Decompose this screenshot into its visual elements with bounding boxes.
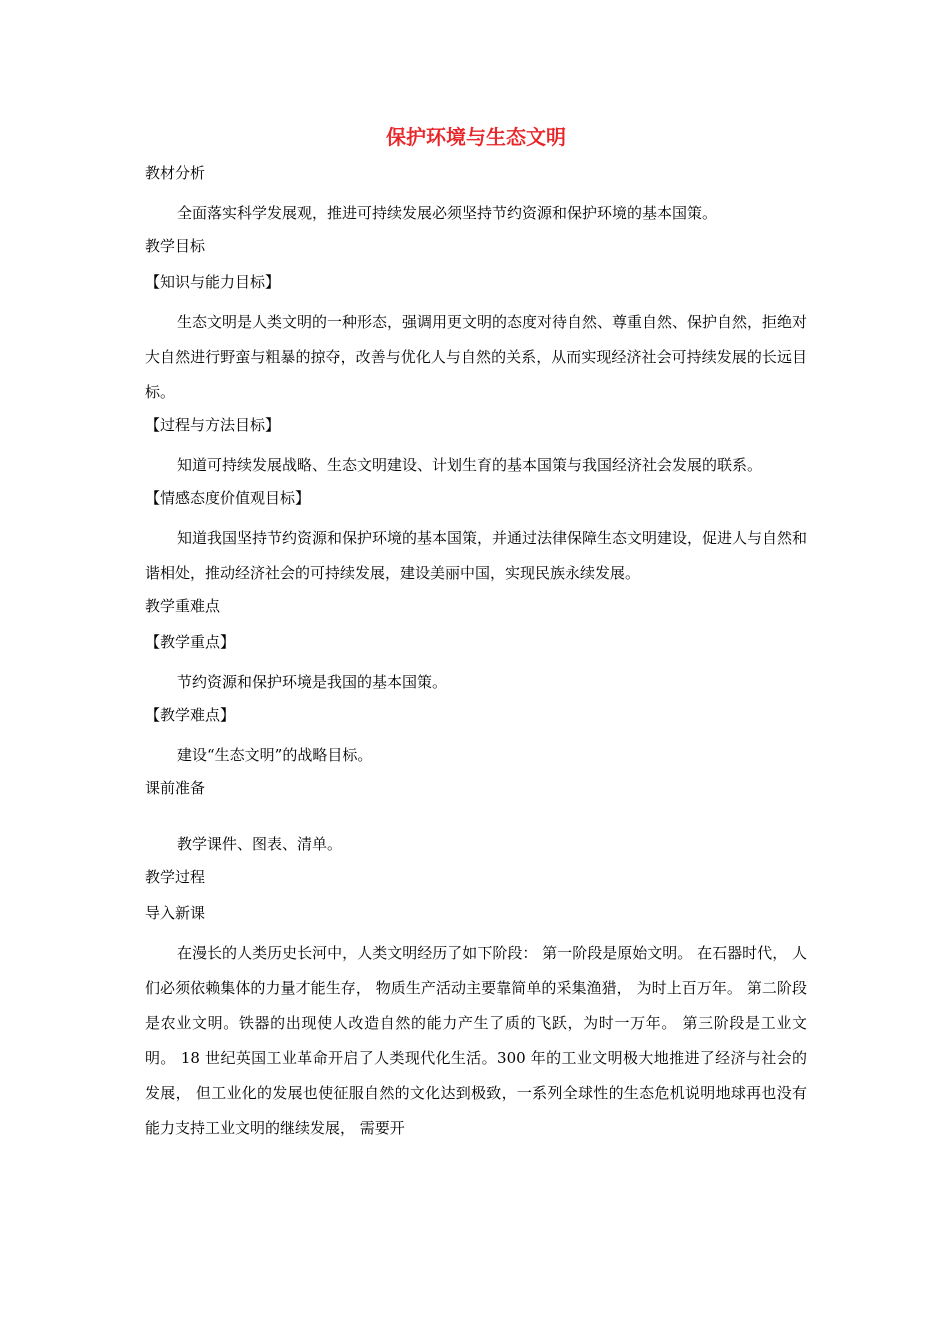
paragraph-introduction: 在漫长的人类历史长河中，人类文明经历了如下阶段： 第一阶段是原始文明。 在石器时代， 人们必须依赖集体的力量才能生存， 物质生产活动主要靠简单的采集渔猎， 为时上百万年。 第二阶段是农业文明。铁器的出现使人改造自然的能力产生了质的飞跃，为时一万年。 第三阶段是工业文明。 18 世纪英国工业革命开启了人类现代化生活。300 年的工业文明极大地推进了经济与社会的发展， 但工业化的发展也使征服自然的文化达到极致，一系列全球性的生态危机说明地球再也没有能力支持工业文明的继续发展， 需要开	[145, 944, 807, 1137]
paragraph-key-point: 节约资源和保护环境是我国的基本国策。	[177, 673, 448, 691]
subheading-process-method: 【过程与方法目标】	[145, 416, 281, 434]
subheading-difficult-point: 【教学难点】	[145, 706, 236, 724]
paragraph-knowledge-ability: 生态文明是人类文明的一种形态，强调用更文明的态度对待自然、尊重自然、保护自然，拒绝对大自然进行野蛮与粗暴的掠夺，改善与优化人与自然的关系，从而实现经济社会可持续发展的长远目标。	[145, 313, 808, 401]
paragraph-difficult-point: 建设“生态文明”的战略目标。	[177, 746, 373, 764]
section-heading-teaching-goals: 教学目标	[145, 237, 206, 255]
paragraph-textbook-analysis: 全面落实科学发展观，推进可持续发展必须坚持节约资源和保护环境的基本国策。	[177, 204, 718, 222]
document-body	[145, 124, 807, 1148]
document-title: 保护环境与生态文明	[386, 125, 566, 149]
subheading-introduction: 导入新课	[145, 904, 206, 922]
subheading-values: 【情感态度价值观目标】	[145, 489, 311, 507]
subheading-knowledge-ability: 【知识与能力目标】	[145, 273, 281, 291]
section-heading-key-difficult: 教学重难点	[145, 597, 221, 615]
paragraph-process-method: 知道可持续发展战略、生态文明建设、计划生育的基本国策与我国经济社会发展的联系。	[177, 456, 763, 474]
section-heading-preparation: 课前准备	[145, 779, 206, 797]
paragraph-values: 知道我国坚持节约资源和保护环境的基本国策，并通过法律保障生态文明建设，促进人与自然和谐相处，推动经济社会的可持续发展，建设美丽中国，实现民族永续发展。	[145, 529, 808, 582]
subheading-key-point: 【教学重点】	[145, 633, 236, 651]
paragraph-preparation: 教学课件、图表、清单。	[177, 835, 343, 853]
section-heading-textbook-analysis: 教材分析	[145, 164, 206, 182]
section-heading-teaching-process: 教学过程	[145, 868, 206, 886]
spacer	[145, 811, 807, 827]
